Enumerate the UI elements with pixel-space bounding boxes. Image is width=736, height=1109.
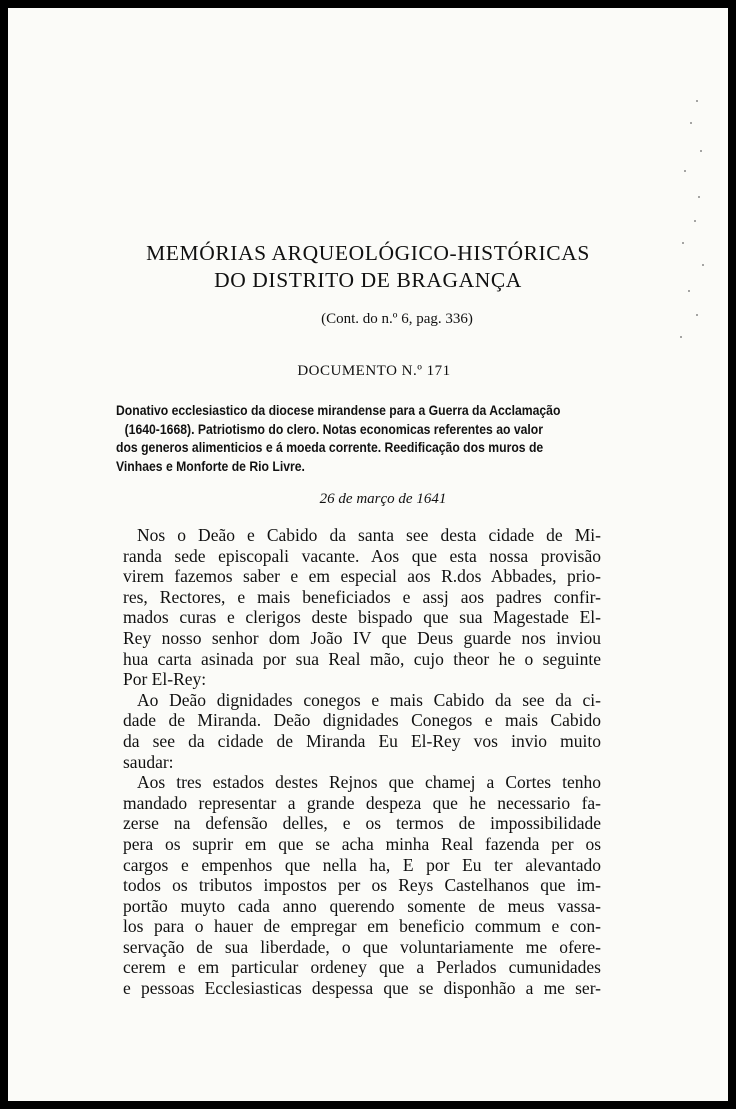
document-number [8,363,728,380]
body-line: da see da cidade de Miranda Eu El-Rey vos invio muito [123,730,601,751]
body-line: pera os suprir em que se acha minha Real fazenda per os [123,833,601,854]
document-number-text: DOCUMENTO N.º 171 [297,363,451,379]
document-summary [116,402,600,476]
document-date-text: 26 de março de 1641 [319,491,447,507]
document-page [8,8,728,1101]
body-line: dade de Miranda. Deão dignidades Conegos e mais Cabido [123,710,601,731]
body-line: Aos tres estados destes Rejnos que chamej a Cortes tenho [137,772,601,793]
body-line: Nos o Deão e Cabido da santa see desta cidade de Mi- [137,525,601,545]
body-line: mados curas e clerigos deste bispado que sua Magestade El- [123,607,601,628]
article-title [8,240,728,294]
body-line: hua carta asinada por sua Real mão, cujo theor he o seguinte [123,648,601,669]
body-line: Ao Deão dignidades conegos e mais Cabido da see da ci- [137,689,601,710]
document-date [8,491,728,508]
document-body [123,525,601,999]
body-line: saudar: [123,751,174,772]
body-line: virem fazemos saber e em especial aos R.dos Abbades, prio- [123,566,601,587]
body-line: Rey nosso senhor dom João IV que Deus guarde nos inviou [123,627,601,648]
body-line: res, Rectores, e mais beneficiados e assj aos padres confir- [123,586,601,607]
summary-line: Donativo ecclesiastico da diocese mirandense para a Guerra da Acclamação [116,403,561,419]
body-line: Por El-Rey: [123,669,207,690]
summary-line: Vinhaes e Monforte de Rio Livre. [116,458,305,475]
summary-line: (1640-1668). Patriotismo do clero. Notas economicas referentes ao valor [124,421,544,438]
body-line: portão muyto cada anno querendo somente de meus vassa- [123,895,601,916]
continuation-text: (Cont. do n.º 6, pag. 336) [321,311,473,327]
summary-line: dos generos alimenticios e á moeda corrente. Reedificação dos muros de [116,440,544,456]
body-line: cargos e empenhos que nella ha, E por Eu ter alevantado [123,854,601,875]
body-line: e pessoas Ecclesiasticas despessa que se disponhão a me ser- [123,978,601,999]
body-line: mandado representar a grande despeza que he necessario fa- [123,792,601,813]
body-line: cerem e em particular ordeney que a Perlados cumunidades [123,957,601,978]
body-line: zerse na defensão delles, e os termos de impossibilidade [123,813,601,834]
title-line-2: DO DISTRITO DE BRAGANÇA [214,268,522,292]
body-line: servação de sua liberdade, o que voluntariamente me ofere- [123,936,601,957]
body-line: todos os tributos impostos per os Reys Castelhanos que im- [123,875,601,896]
margin-specks [676,100,706,340]
body-line: randa sede episcopali vacante. Aos que esta nossa provisão [123,545,601,566]
body-line: los para o hauer de empregar em beneficio commum e con- [123,916,601,937]
title-line-1: MEMÓRIAS ARQUEOLÓGICO-HISTÓRICAS [146,241,590,265]
continuation-note [8,311,728,328]
